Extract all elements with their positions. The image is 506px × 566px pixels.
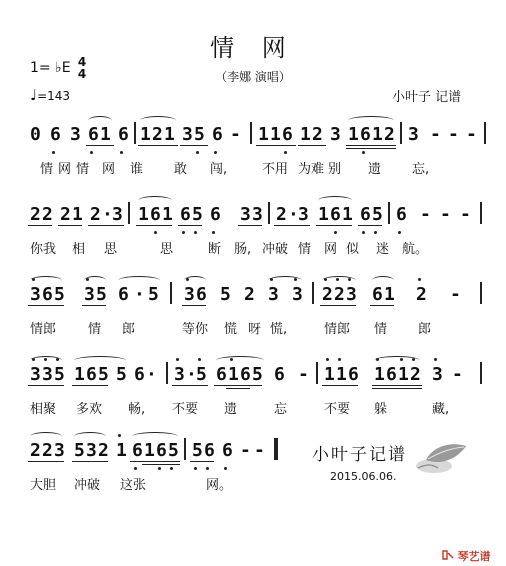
underline bbox=[180, 145, 208, 146]
lyric: 这张 bbox=[120, 478, 147, 493]
lyric: 大胆 bbox=[30, 478, 57, 493]
brand-name: 琴艺谱 bbox=[457, 550, 491, 563]
underline bbox=[322, 385, 358, 386]
octave-dot bbox=[348, 278, 351, 281]
note: 1 bbox=[342, 204, 353, 225]
note: 3 bbox=[408, 124, 419, 145]
note: 3 bbox=[84, 284, 95, 305]
octave-dot bbox=[196, 151, 199, 154]
bar-line bbox=[184, 438, 186, 460]
note: 6 bbox=[50, 124, 61, 145]
underline bbox=[358, 225, 382, 226]
bar-line bbox=[312, 282, 314, 304]
note: 1 bbox=[270, 124, 281, 145]
octave-dot bbox=[362, 231, 365, 234]
note: 6 bbox=[360, 124, 371, 145]
note: 5 bbox=[74, 440, 85, 461]
octave-dot bbox=[212, 231, 215, 234]
note: 1 bbox=[72, 204, 83, 225]
underline bbox=[316, 225, 352, 226]
note: 1 bbox=[384, 284, 395, 305]
note: 2 bbox=[410, 364, 421, 385]
note: 3 bbox=[30, 284, 41, 305]
brand-mark bbox=[442, 548, 491, 564]
underline bbox=[130, 461, 180, 462]
lyric: 不要 bbox=[324, 402, 351, 417]
key-signature: 1= ♭E bbox=[30, 60, 71, 76]
dash: - bbox=[240, 440, 251, 461]
signature-date: 2015.06.06. bbox=[330, 470, 397, 483]
note: 2 bbox=[60, 204, 71, 225]
lyric: 肠, bbox=[234, 242, 252, 257]
note: 6 bbox=[396, 204, 407, 225]
lyric: 似 bbox=[346, 242, 360, 257]
underline bbox=[136, 225, 172, 226]
octave-dot bbox=[334, 231, 337, 234]
bar-line bbox=[484, 122, 486, 144]
dash: - bbox=[448, 124, 459, 145]
note: 1 bbox=[348, 124, 359, 145]
note: 2 bbox=[98, 440, 109, 461]
octave-dot bbox=[118, 434, 121, 437]
note: 6 bbox=[204, 440, 215, 461]
bar-line bbox=[170, 282, 172, 304]
note: 1 bbox=[162, 204, 173, 225]
note: 6 bbox=[150, 204, 161, 225]
note: 2 bbox=[42, 440, 53, 461]
octave-dot bbox=[52, 151, 55, 154]
singer-credit: （李娜 演唱） bbox=[215, 70, 291, 84]
note: 5 bbox=[54, 364, 65, 385]
note: 3 bbox=[54, 440, 65, 461]
time-signature-bottom: 4 bbox=[77, 67, 87, 81]
bar-line bbox=[400, 122, 402, 144]
slur bbox=[132, 432, 178, 441]
octave-dot bbox=[176, 358, 179, 361]
underline bbox=[28, 461, 64, 462]
slur bbox=[140, 116, 176, 125]
slur bbox=[30, 432, 62, 441]
note: 2 bbox=[30, 440, 41, 461]
underline bbox=[178, 225, 202, 226]
note: 6 bbox=[212, 124, 223, 145]
dot: · bbox=[146, 364, 157, 385]
notation-line bbox=[28, 274, 488, 304]
bar-line bbox=[388, 202, 390, 224]
octave-dot bbox=[284, 151, 287, 154]
lyric: 慌, bbox=[270, 322, 288, 337]
lyric: 多欢 bbox=[76, 402, 103, 417]
lyric: 情 bbox=[76, 162, 90, 177]
underline bbox=[28, 305, 64, 306]
music-logo-icon bbox=[442, 550, 454, 561]
lyric: 情 bbox=[40, 162, 54, 177]
bar-line bbox=[480, 362, 482, 384]
note: 1 bbox=[374, 364, 385, 385]
note: 1 bbox=[144, 440, 155, 461]
lyric: 遗 bbox=[368, 162, 382, 177]
slur bbox=[118, 276, 160, 285]
dot: · bbox=[102, 204, 113, 225]
octave-dot bbox=[44, 358, 47, 361]
lyric: 网 bbox=[58, 162, 72, 177]
note: 3 bbox=[174, 364, 185, 385]
underline bbox=[82, 305, 106, 306]
slur bbox=[30, 276, 62, 285]
octave-dot bbox=[56, 358, 59, 361]
slur bbox=[74, 432, 106, 441]
note: 3 bbox=[330, 124, 341, 145]
lyric: 忘 bbox=[274, 402, 288, 417]
note: 1 bbox=[138, 204, 149, 225]
note: 6 bbox=[180, 204, 191, 225]
note: 2 bbox=[384, 124, 395, 145]
note: 1 bbox=[318, 204, 329, 225]
underline bbox=[214, 385, 262, 386]
note: 6 bbox=[88, 124, 99, 145]
lyric: 忘, bbox=[412, 162, 430, 177]
bar-line bbox=[316, 362, 318, 384]
note: 6 bbox=[360, 204, 371, 225]
note: 1 bbox=[164, 124, 175, 145]
note: 3 bbox=[298, 204, 309, 225]
note: 1 bbox=[258, 124, 269, 145]
octave-dot bbox=[376, 358, 379, 361]
lyric: 等你 bbox=[182, 322, 209, 337]
octave-dot bbox=[182, 231, 185, 234]
bar-line bbox=[480, 282, 482, 304]
underline bbox=[372, 388, 422, 389]
slur bbox=[216, 356, 264, 365]
slur bbox=[268, 276, 302, 285]
note: 3 bbox=[30, 364, 41, 385]
underline bbox=[370, 305, 394, 306]
underline bbox=[372, 385, 422, 386]
lyric: 冲破 bbox=[74, 478, 101, 493]
lyric: 遗 bbox=[224, 402, 238, 417]
lyric: 情郎 bbox=[30, 322, 57, 337]
underline bbox=[72, 461, 108, 462]
lyric: 畅, bbox=[128, 402, 146, 417]
dash: - bbox=[254, 440, 265, 461]
note: 3 bbox=[432, 364, 443, 385]
note: 6 bbox=[216, 364, 227, 385]
octave-dot bbox=[412, 358, 415, 361]
dash: - bbox=[466, 124, 477, 145]
lyric: 情 bbox=[88, 322, 102, 337]
lyric: 网。 bbox=[206, 478, 233, 493]
underline bbox=[190, 461, 214, 462]
lyric: 网 bbox=[102, 162, 116, 177]
octave-dot bbox=[90, 151, 93, 154]
time-signature-top: 4 bbox=[77, 55, 87, 69]
octave-dot bbox=[32, 358, 35, 361]
underline bbox=[142, 464, 180, 465]
lyric: 不用 bbox=[262, 162, 289, 177]
arranger-credit: 小叶子 记谱 bbox=[392, 90, 462, 105]
note: 5 bbox=[148, 284, 159, 305]
dash: - bbox=[452, 364, 463, 385]
note: 3 bbox=[42, 364, 53, 385]
bar-line bbox=[480, 202, 482, 224]
lyric: 思 bbox=[104, 242, 118, 257]
note: 1 bbox=[300, 124, 311, 145]
lyric: 网 bbox=[324, 242, 338, 257]
tempo-value: =143 bbox=[37, 89, 71, 103]
lyric: 别 bbox=[328, 162, 342, 177]
note: 0 bbox=[30, 124, 41, 145]
note: 5 bbox=[98, 364, 109, 385]
note: 1 bbox=[74, 364, 85, 385]
lyric: 断 bbox=[208, 242, 222, 257]
note: 3 bbox=[252, 204, 263, 225]
note: 6 bbox=[132, 440, 143, 461]
underline bbox=[182, 305, 206, 306]
lyric: 藏, bbox=[432, 402, 450, 417]
octave-dot bbox=[134, 467, 137, 470]
note: 5 bbox=[372, 204, 383, 225]
lyrics-line bbox=[28, 238, 488, 256]
note: 1 bbox=[116, 440, 127, 461]
octave-dot bbox=[186, 278, 189, 281]
octave-dot bbox=[86, 278, 89, 281]
note: 5 bbox=[194, 124, 205, 145]
note: 5 bbox=[192, 204, 203, 225]
lyrics-line bbox=[28, 398, 488, 416]
dash: - bbox=[440, 204, 451, 225]
note: 3 bbox=[346, 284, 357, 305]
lyrics-line bbox=[28, 318, 488, 336]
note: 6 bbox=[42, 284, 53, 305]
note: 6 bbox=[240, 364, 251, 385]
note: 3 bbox=[268, 284, 279, 305]
bar-line bbox=[268, 202, 270, 224]
note: 5 bbox=[96, 284, 107, 305]
note: 3 bbox=[292, 284, 303, 305]
notation-line bbox=[28, 354, 488, 384]
note: 5 bbox=[192, 440, 203, 461]
octave-dot bbox=[154, 231, 157, 234]
note: 1 bbox=[336, 364, 347, 385]
dot: · bbox=[134, 284, 145, 305]
lyric: 敢 bbox=[174, 162, 188, 177]
lyric: 闯, bbox=[210, 162, 228, 177]
note: 5 bbox=[116, 364, 127, 385]
octave-dot bbox=[400, 358, 403, 361]
underline bbox=[58, 225, 82, 226]
slur bbox=[372, 276, 394, 285]
octave-dot bbox=[270, 278, 273, 281]
lyric: 不要 bbox=[172, 402, 199, 417]
lyric: 冲破 bbox=[262, 242, 289, 257]
note: 6 bbox=[196, 284, 207, 305]
underline bbox=[86, 145, 114, 146]
slur bbox=[138, 196, 172, 205]
note: 1 bbox=[100, 124, 111, 145]
underline bbox=[138, 145, 178, 146]
note: 6 bbox=[348, 364, 359, 385]
octave-dot bbox=[230, 358, 233, 361]
octave-dot bbox=[362, 151, 365, 154]
bar-line bbox=[128, 202, 130, 224]
final-bar-line bbox=[274, 438, 278, 460]
underline bbox=[88, 225, 124, 226]
octave-dot bbox=[206, 467, 209, 470]
octave-dot bbox=[198, 358, 201, 361]
note: 5 bbox=[54, 284, 65, 305]
lyric: 郎 bbox=[122, 322, 136, 337]
octave-dot bbox=[418, 278, 421, 281]
time-signature bbox=[75, 56, 89, 80]
note: 3 bbox=[86, 440, 97, 461]
octave-dot bbox=[158, 467, 161, 470]
note: 3 bbox=[184, 284, 195, 305]
octave-dot bbox=[32, 278, 35, 281]
lyric: 思 bbox=[160, 242, 174, 257]
dot: · bbox=[288, 204, 299, 225]
note: 6 bbox=[134, 364, 145, 385]
note: 2 bbox=[30, 204, 41, 225]
underline bbox=[346, 148, 396, 149]
note: 6 bbox=[86, 364, 97, 385]
note: 6 bbox=[118, 284, 129, 305]
note: 2 bbox=[322, 284, 333, 305]
song-title: 情 网 bbox=[210, 34, 296, 62]
lyric: 情郎 bbox=[324, 322, 351, 337]
octave-dot bbox=[434, 358, 437, 361]
underline bbox=[238, 225, 262, 226]
lyric: 躲 bbox=[374, 402, 388, 417]
lyric: 情 bbox=[374, 322, 388, 337]
underline bbox=[320, 305, 356, 306]
octave-dot bbox=[336, 278, 339, 281]
note: 2 bbox=[244, 284, 255, 305]
underline bbox=[172, 385, 208, 386]
octave-dot bbox=[324, 278, 327, 281]
lyric: 迷 bbox=[376, 242, 390, 257]
leaf-decoration-icon bbox=[412, 438, 470, 478]
underline bbox=[298, 145, 326, 146]
lyric: 郎 bbox=[418, 322, 432, 337]
underline bbox=[256, 145, 296, 146]
lyric: 相聚 bbox=[30, 402, 57, 417]
note: 5 bbox=[196, 364, 207, 385]
note: 6 bbox=[210, 204, 221, 225]
note: 2 bbox=[312, 124, 323, 145]
note: 6 bbox=[282, 124, 293, 145]
octave-dot bbox=[224, 467, 227, 470]
octave-dot bbox=[194, 467, 197, 470]
octave-dot bbox=[398, 231, 401, 234]
lyric: 相 bbox=[72, 242, 86, 257]
slur bbox=[74, 356, 126, 365]
dash: - bbox=[230, 124, 241, 145]
underline bbox=[72, 385, 108, 386]
notation-line bbox=[28, 114, 488, 144]
note: 6 bbox=[222, 440, 233, 461]
slur bbox=[322, 276, 356, 285]
bar-line bbox=[134, 122, 136, 144]
note: 3 bbox=[112, 204, 123, 225]
octave-dot bbox=[294, 278, 297, 281]
dash: - bbox=[298, 364, 309, 385]
tempo-marking bbox=[30, 86, 70, 104]
lyric: 为难 bbox=[298, 162, 325, 177]
note: 2 bbox=[90, 204, 101, 225]
notation-line bbox=[28, 194, 488, 224]
signature-text: 小叶子记谱 bbox=[312, 445, 407, 465]
octave-dot bbox=[338, 358, 341, 361]
note: 5 bbox=[252, 364, 263, 385]
lyric: 呀 bbox=[248, 322, 262, 337]
note: 2 bbox=[152, 124, 163, 145]
lyric: 航。 bbox=[402, 242, 429, 257]
octave-dot bbox=[374, 231, 377, 234]
note: 2 bbox=[416, 284, 427, 305]
note: 3 bbox=[182, 124, 193, 145]
note: 3 bbox=[240, 204, 251, 225]
note: 2 bbox=[334, 284, 345, 305]
note: 2 bbox=[42, 204, 53, 225]
lyric: 谁 bbox=[130, 162, 144, 177]
dash: - bbox=[420, 204, 431, 225]
underline bbox=[226, 388, 250, 389]
lyric: 情 bbox=[298, 242, 312, 257]
slur bbox=[318, 196, 352, 205]
octave-dot bbox=[214, 151, 217, 154]
note: 6 bbox=[386, 364, 397, 385]
octave-dot bbox=[120, 151, 123, 154]
lyric: 慌 bbox=[224, 322, 238, 337]
note: 6 bbox=[372, 284, 383, 305]
quarter-note-icon: ♩ bbox=[30, 86, 38, 104]
note: 6 bbox=[156, 440, 167, 461]
octave-dot bbox=[326, 358, 329, 361]
note: 1 bbox=[228, 364, 239, 385]
underline bbox=[274, 225, 310, 226]
underline bbox=[346, 145, 396, 146]
lyric: 你我 bbox=[30, 242, 57, 257]
note: 3 bbox=[70, 124, 81, 145]
slur bbox=[348, 116, 394, 125]
octave-dot bbox=[194, 231, 197, 234]
dot: · bbox=[186, 364, 197, 385]
octave-dot bbox=[170, 467, 173, 470]
note: 6 bbox=[330, 204, 341, 225]
note: 1 bbox=[324, 364, 335, 385]
note: 5 bbox=[220, 284, 231, 305]
dash: - bbox=[430, 124, 441, 145]
underline bbox=[28, 385, 64, 386]
note: 1 bbox=[398, 364, 409, 385]
slur bbox=[88, 116, 112, 125]
note: 6 bbox=[118, 124, 129, 145]
bar-line bbox=[250, 122, 252, 144]
lyrics-line bbox=[28, 158, 488, 176]
note: 2 bbox=[276, 204, 287, 225]
bar-line bbox=[166, 362, 168, 384]
dash: - bbox=[450, 284, 461, 305]
note: 6 bbox=[274, 364, 285, 385]
note: 5 bbox=[168, 440, 179, 461]
note: 1 bbox=[140, 124, 151, 145]
underline bbox=[28, 225, 52, 226]
dash: - bbox=[460, 204, 471, 225]
note: 1 bbox=[372, 124, 383, 145]
